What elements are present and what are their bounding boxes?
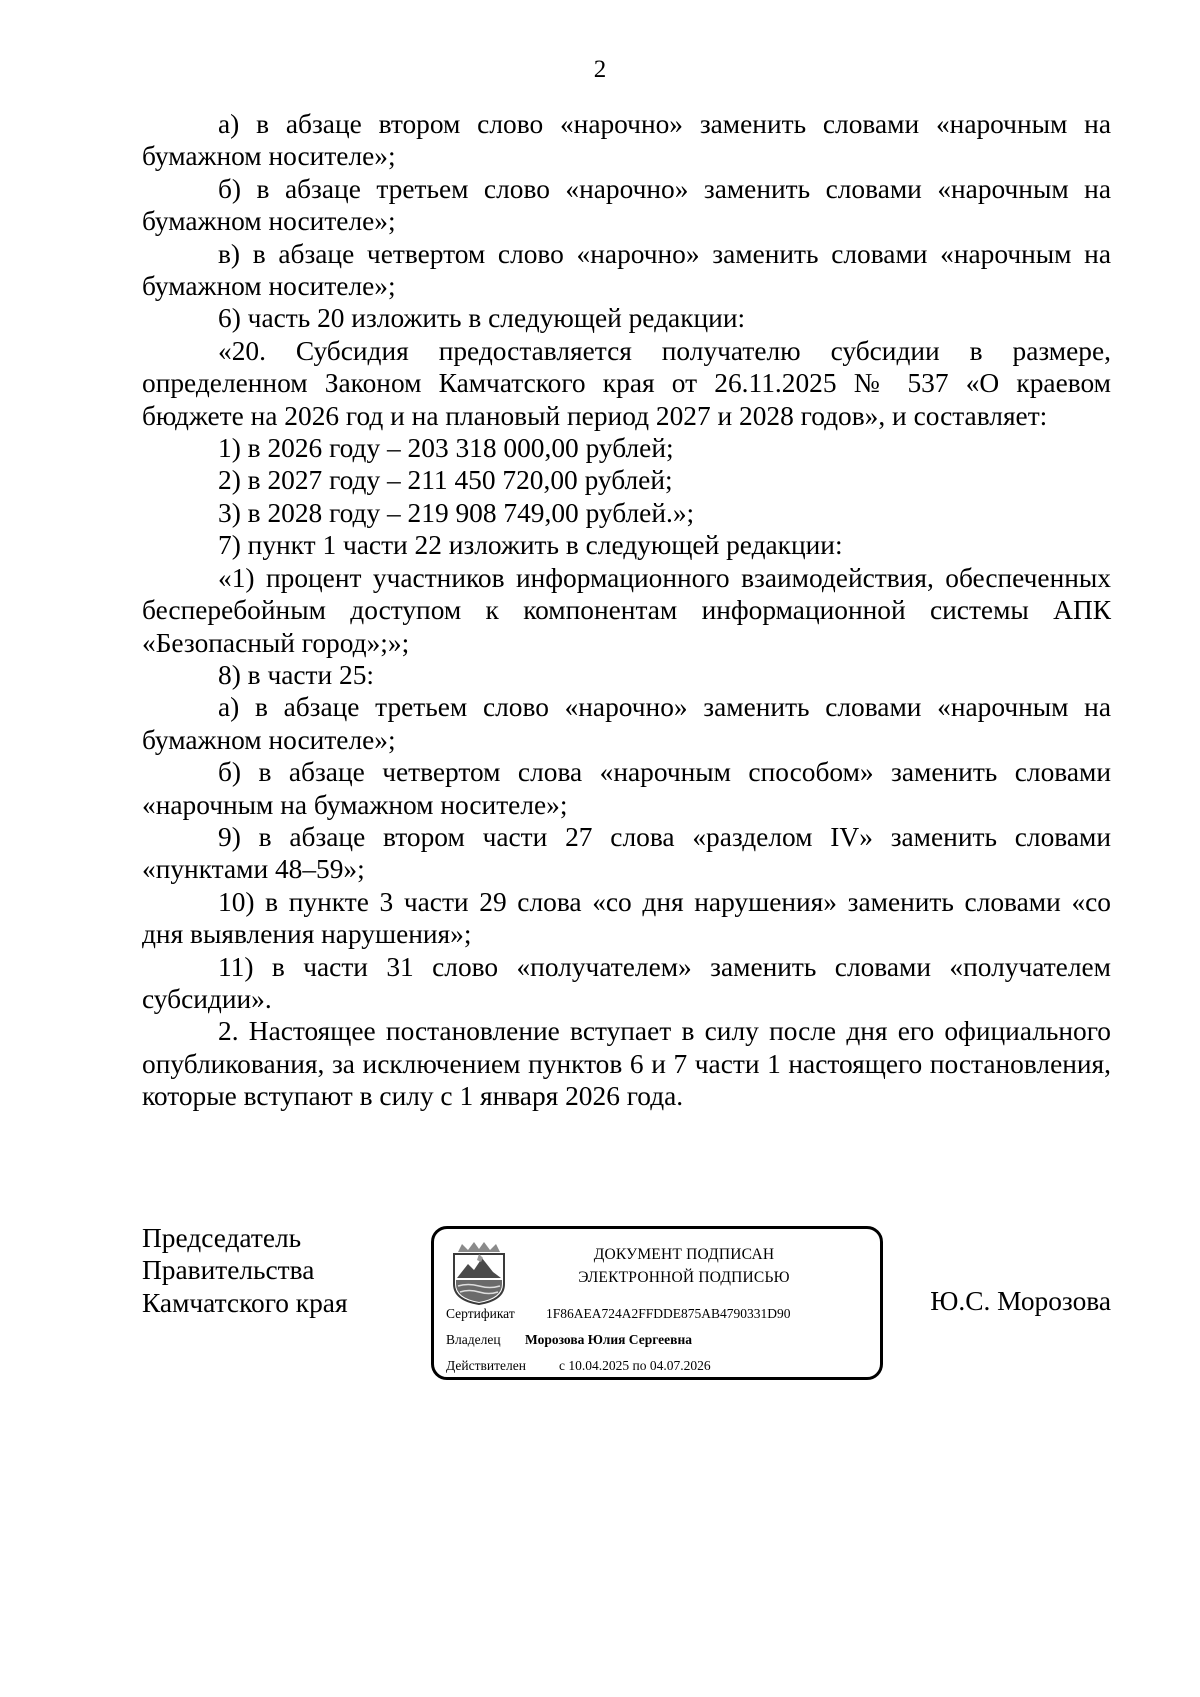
- kamchatka-coat-of-arms-icon: [448, 1240, 510, 1306]
- paragraph: 1) в 2026 году – 203 318 000,00 рублей;: [218, 433, 674, 464]
- owner-label: Владелец: [446, 1332, 501, 1347]
- signatory-title: [142, 1222, 348, 1319]
- stamp-certificate-row: [446, 1306, 791, 1322]
- stamp-heading-line: ДОКУМЕНТ ПОДПИСАН: [593, 1246, 775, 1263]
- paragraph: б) в абзаце четвертом слова «нарочным способом» заменить словами «нарочным на бумажном носителе»;: [142, 757, 1111, 820]
- stamp-heading-line: ЭЛЕКТРОННОЙ ПОДПИСЬЮ: [578, 1269, 790, 1286]
- paragraph: 6) часть 20 изложить в следующей редакции:: [218, 303, 746, 334]
- paragraph: 11) в части 31 слово «получателем» заменить словами «получателем субсидии».: [142, 951, 1111, 1014]
- paragraph: «1) процент участников информационного взаимодействия, обеспеченных бесперебойным доступом к компонентам информационной системы АПК «Безопасный город»;»;: [142, 562, 1111, 658]
- paragraph: 2) в 2027 году – 211 450 720,00 рублей;: [218, 465, 673, 496]
- paragraph: в) в абзаце четвертом слово «нарочно» заменить словами «нарочным на бумажном носителе»;: [142, 238, 1111, 302]
- paragraph: 3) в 2028 году – 219 908 749,00 рублей.»;: [218, 497, 695, 528]
- paragraph: а) в абзаце третьем слово «нарочно» заменить словами «нарочным на бумажном носителе»;: [142, 692, 1111, 755]
- stamp-validity-row: [446, 1358, 711, 1374]
- signatory-name: Ю.С. Морозова: [930, 1286, 1111, 1316]
- paragraph: 7) пункт 1 части 22 изложить в следующей редакции:: [218, 530, 843, 561]
- signatory-title-line: Правительства: [142, 1255, 315, 1286]
- certificate-label: Сертификат: [446, 1306, 515, 1321]
- signatory-title-line: Камчатского края: [142, 1287, 348, 1318]
- paragraph: 8) в части 25:: [218, 659, 375, 690]
- signatory-title-line: Председатель: [142, 1223, 302, 1253]
- valid-value: с 10.04.2025 по 04.07.2026: [559, 1358, 711, 1373]
- paragraph: 9) в абзаце втором части 27 слова «разделом IV» заменить словами «пунктами 48–59»;: [142, 821, 1111, 885]
- paragraph: а) в абзаце втором слово «нарочно» заменить словами «нарочным на бумажном носителе»;: [142, 109, 1111, 172]
- certificate-value: 1F86AEA724A2FFDDE875AB4790331D90: [546, 1306, 791, 1321]
- paragraph: 2. Настоящее постановление вступает в силу после дня его официального опубликования, за исключением пунктов 6 и 7 части 1 настоящего постановления, которые вступают в силу с 1 января 2026 года.: [142, 1016, 1111, 1112]
- paragraph: «20. Субсидия предоставляется получателю субсидии в размере, определенном Законом Камчатского края от 26.11.2025 № 537 «О краевом бюджете на 2026 год и на плановый период 2027 и 2028 годов», и составляет:: [142, 335, 1111, 431]
- page-number: 2: [593, 56, 607, 83]
- valid-label: Действителен: [446, 1358, 526, 1373]
- paragraph: 10) в пункте 3 части 29 слова «со дня нарушения» заменить словами «со дня выявления нарушения»;: [142, 886, 1111, 950]
- stamp-owner-row: [446, 1332, 692, 1348]
- paragraph: б) в абзаце третьем слово «нарочно» заменить словами «нарочным на бумажном носителе»;: [142, 173, 1111, 237]
- owner-value: Морозова Юлия Сергеевна: [525, 1332, 692, 1347]
- stamp-heading: [534, 1243, 834, 1289]
- electronic-signature-stamp: [431, 1226, 883, 1380]
- document-body: [142, 108, 1111, 1113]
